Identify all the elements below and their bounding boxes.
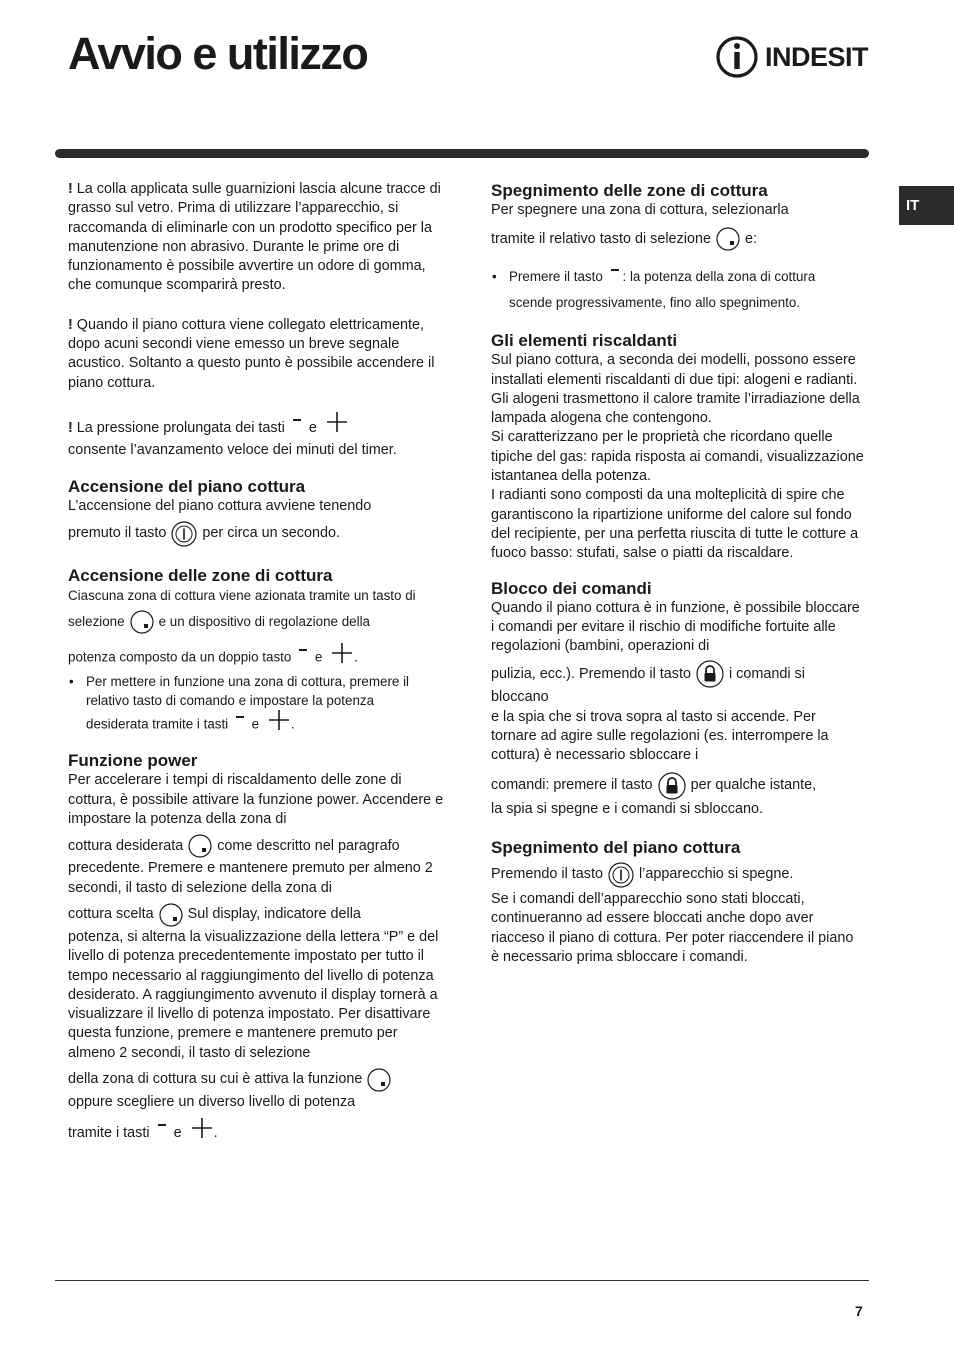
minus-icon: [236, 716, 244, 718]
section-power-function: Funzione power Per accelerare i tempi di riscaldamento delle zone di cottura, è possibile attivare la funzione power. Accendere e impostare la potenza della zona di cottura desiderata come descritto nel paragrafo precedente. Premere e mantenere premuto per almeno 2 secondi, il tasto di selezione della zona di cottura scelta Sul display, indicatore della potenza, si alterna la visualizzazione della lettera “P” e del livello di potenza precedentemente impostato per tutto il tempo necessario al raggiungimento del livello di potenza desiderato. A raggiungimento avvenuto il display tornerà a visualizzare il livello di potenza impostato. Per disattivare questa funzione, premere e mantenere premuto per almeno 2 secondi, il tasto di selezione della zona di cottura su cui è attiva la funzione oppure scegliere un diverso livello di potenza tramite i tasti e .: [68, 750, 446, 1144]
brand-name: INDESIT: [765, 41, 869, 72]
section-zones-off: Spegnimento delle zone di cottura Per spegnere una zona di cottura, selezionarla tramite il relativo tasto di selezione e: • Premere il tasto : la potenza della zona di cottura scende progressivamente, fino allo spegnimento.: [491, 180, 865, 316]
footer-rule: [55, 1280, 869, 1281]
indesit-logo: [715, 34, 875, 80]
left-column: [68, 180, 446, 1144]
plus-icon: [326, 411, 348, 433]
lock-icon: [658, 772, 686, 800]
page-number: 7: [855, 1303, 863, 1319]
power-button-icon: [608, 862, 634, 888]
note-timer: ! La pressione prolungata dei tasti e: [68, 417, 446, 439]
minus-icon: [611, 269, 619, 271]
plus-icon: [331, 642, 353, 664]
zone-select-icon: [130, 609, 154, 635]
list-item: • Per mettere in funzione una zona di cottura, premere il relativo tasto di comando e impostare la potenza desiderata tramite i tasti e .: [68, 672, 446, 737]
page-title: Avvio e utilizzo: [68, 28, 368, 79]
section-power-off: Spegnimento del piano cottura Premendo il tasto l’apparecchio si spegne. Se i comandi dell’apparecchio sono stati bloccati, continueranno ad essere bloccati anche dopo aver riacceso il piano di cottura. Per poter riaccendere il piano è necessario prima sbloccare i comandi.: [491, 837, 865, 967]
language-tab: [899, 186, 954, 225]
right-column: [491, 180, 865, 967]
indesit-i-icon: [715, 34, 759, 80]
zone-select-icon: [367, 1067, 391, 1093]
plus-icon: [191, 1117, 213, 1139]
section-title: Gli elementi riscaldanti: [491, 331, 678, 351]
section-control-lock: Blocco dei comandi Quando il piano cottura è in funzione, è possibile bloccare i comandi per evitare il rischio di modifiche fortuite alle regolazioni (bambini, operazioni di pulizia, ecc.). Premendo il tasto i comandi si bloccano e la spia che si trova sopra al tasto si accende. Per tornare ad agire sulle regolazioni (es. interrompere la cottura) è necessario sbloccare i comandi: premere il tasto per qualche istante, la spia si spegne e i comandi si sbloccano.: [491, 578, 865, 819]
note-timer-cont: consente l’avanzamento veloce dei minuti del timer.: [68, 441, 397, 458]
section-heating-elements: Gli elementi riscaldanti Sul piano cottura, a seconda dei modelli, possono essere installati elementi riscaldanti di due tipi: alogeni e radianti. Gli alogeni trasmettono il calore tramite l’irradiazione della lampada alogena che contengono. Si caratterizzano per le proprietà che ricordano quelle tipiche del gas: rapida risposta ai comandi, visualizzazione istantanea della potenza. I radianti sono composti da una molteplicità di spire che garantiscono la ripartizione uniforme del calore sul fondo del recipiente, per una perfetta riuscita di tutte le cotture a fuoco basso: stufati, salse o piatti da riscaldare.: [491, 331, 864, 562]
zone-select-icon: [188, 833, 212, 859]
zone-select-icon: [716, 226, 740, 252]
power-button-icon: [171, 521, 197, 547]
language-tab-label: IT: [906, 197, 920, 214]
list-item: • Premere il tasto : la potenza della zona di cottura scende progressivamente, fino allo spegnimento.: [491, 264, 865, 316]
section-title: Blocco dei comandi: [491, 578, 652, 598]
section-power-on: Accensione del piano cottura L’accensione del piano cottura avviene tenendo premuto il tasto per circa un secondo.: [68, 476, 446, 546]
section-title: Accensione delle zone di cottura: [68, 565, 333, 585]
section-title: Funzione power: [68, 751, 198, 771]
lock-icon: [696, 660, 724, 688]
section-title: Accensione del piano cottura: [68, 477, 306, 497]
header-rule: [55, 149, 869, 158]
section-zones-on: Accensione delle zone di cottura Ciascuna zona di cottura viene azionata tramite un tasto di selezione e un dispositivo di regolazione della potenza composto da un doppio tasto e . • Per mettere in funzione una zona di cottura, premere il relativo tasto di comando e impostare la potenza desiderata tramite i tasti e .: [68, 565, 446, 737]
zone-select-icon: [159, 902, 183, 928]
note-acoustic: ! Quando il piano cottura viene collegato elettricamente, dopo acuni secondi viene emesso un breve segnale acustico. Soltanto a questo punto è possibile accendere il piano cottura.: [68, 316, 435, 391]
minus-icon: [299, 649, 307, 651]
minus-icon: [293, 419, 301, 421]
minus-icon: [158, 1124, 166, 1126]
plus-icon: [268, 709, 290, 731]
note-grease: ! La colla applicata sulle guarnizioni lascia alcune tracce di grasso sul vetro. Prima di utilizzare l’apparecchio, si raccomanda di eliminarle con un prodotto specifico per la manutenzione non abrasivo. Durante le prime ore di funzionamento è possibile avvertire un odore di gomma, che comunque scomparirà presto.: [68, 181, 441, 294]
section-title: Spegnimento del piano cottura: [491, 837, 741, 857]
section-title: Spegnimento delle zone di cottura: [491, 181, 768, 200]
